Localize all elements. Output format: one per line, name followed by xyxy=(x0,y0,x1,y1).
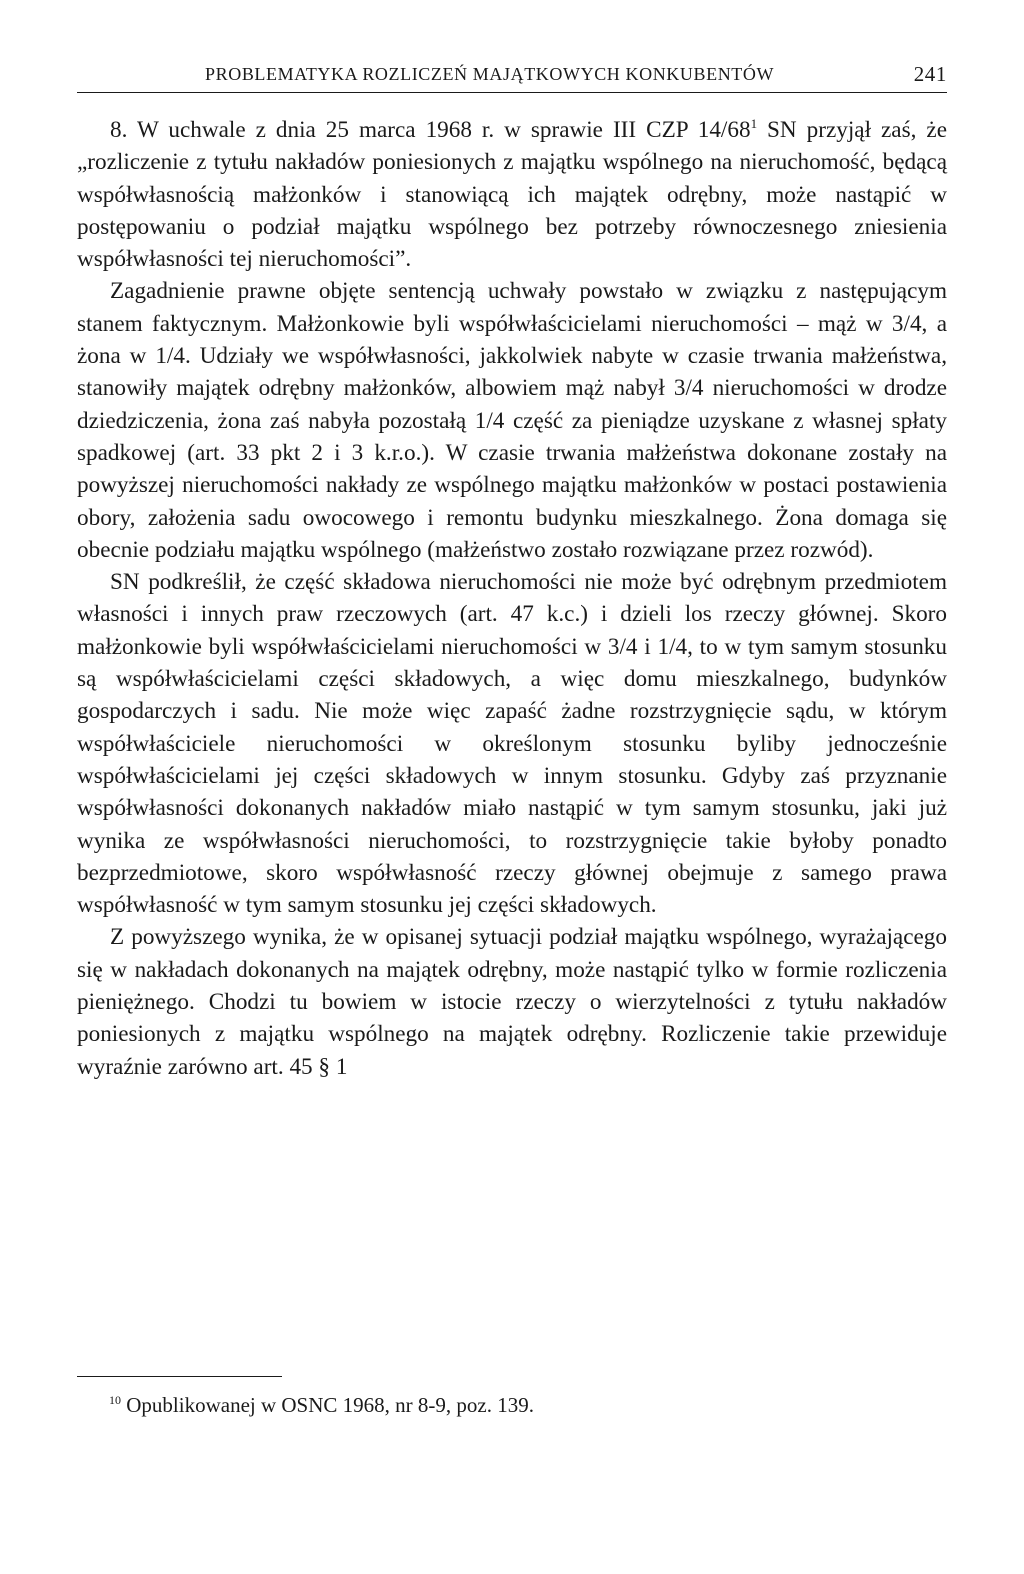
page-number: 241 xyxy=(913,62,947,86)
journal-page xyxy=(77,56,947,1417)
footnote xyxy=(109,1393,534,1418)
paragraph-1 xyxy=(77,114,947,275)
paragraph-2: Zagadnienie prawne objęte sentencją uchwały powstało w związku z następującym stanem faktycznym. Małżonkowie byli współwłaścicielami nieruchomości – mąż w 3/4, a żona w 1/4. Udziały we współwłasności, jakkolwiek nabyte w czasie trwania małżeństwa, stanowiły majątek odrębny małżonków, albowiem mąż nabył 3/4 nieruchomości w drodze dziedziczenia, żona zaś nabyła pozostałą 1/4 część za pieniądze uzyskane z własnej spłaty spadkowej (art. 33 pkt 2 i 3 k.r.o.). W czasie trwania małżeństwa dokonane zostały na powyższej nieruchomości nakłady ze wspólnego majątku małżonków w postaci postawienia obory, założenia sadu owocowego i remontu budynku mieszkalnego. Żona domaga się obecnie podziału majątku wspólnego (małżeństwo zostało rozwiązane przez rozwód). xyxy=(77,278,947,563)
paragraph-4: Z powyższego wynika, że w opisanej sytuacji podział majątku wspólnego, wyrażającego się w nakładach dokonanych na majątek odrębny, może nastąpić tylko w formie rozliczenia pieniężnego. Chodzi tu bowiem w istocie rzeczy o wierzytelności z tytułu nakładów poniesionych z majątku wspólnego na majątek odrębny. Rozliczenie takie przewiduje wyraźnie zarówno art. 45 § 1 xyxy=(77,924,947,1080)
paragraph-1-rest: SN przyjął zaś, że „rozliczenie z tytułu nakładów poniesionych z majątku wspólnego na nieruchomość, będącą współwłasnością małżonków i stanowiącą ich majątek odrębny, może nastąpić w postępowaniu o podział majątku wspólnego bez potrzeby równoczesnego zniesienia współwłasności tej nieruchomości”. xyxy=(77,117,947,273)
footnote-divider xyxy=(77,1376,282,1377)
paragraph-3: SN podkreślił, że część składowa nieruchomości nie może być odrębnym przedmiotem własności i innych praw rzeczowych (art. 47 k.c.) i dzieli los rzeczy głównej. Skoro małżonkowie byli współwłaścicielami nieruchomości w 3/4 i 1/4, to w tym samym stosunku są współwłaścicielami części składowych, a więc domu mieszkalnego, budynków gospodarczych i sadu. Nie może więc zapaść żadne rozstrzygnięcie sądu, w którym współwłaściciele nieruchomości w określonym stosunku byliby jednocześnie współwłaścicielami jej części składowych w innym stosunku. Gdyby zaś przyznanie współwłasności dokonanych nakładów miało nastąpić w tym samym stosunku, jaki już wynika ze współwłasności nieruchomości, to rozstrzygnięcie takie byłoby ponadto bezprzedmiotowe, skoro współwłasność rzeczy głównej obejmuje z samego prawa współwłasność w tym samym stosunku jej części składowych. xyxy=(77,569,947,919)
footnote-text: Opublikowanej w OSNC 1968, nr 8-9, poz. 139. xyxy=(121,1393,534,1417)
body-text xyxy=(77,114,947,1083)
running-title: PROBLEMATYKA ROZLICZEŃ MAJĄTKOWYCH KONKUBENTÓW xyxy=(205,64,775,84)
footnote-marker: 10 xyxy=(109,1393,121,1407)
running-head xyxy=(77,56,947,93)
footnote-reference: 1 xyxy=(750,116,758,131)
paragraph-1-start: 8. W uchwale z dnia 25 marca 1968 r. w sprawie III CZP 14/68 xyxy=(110,117,751,143)
